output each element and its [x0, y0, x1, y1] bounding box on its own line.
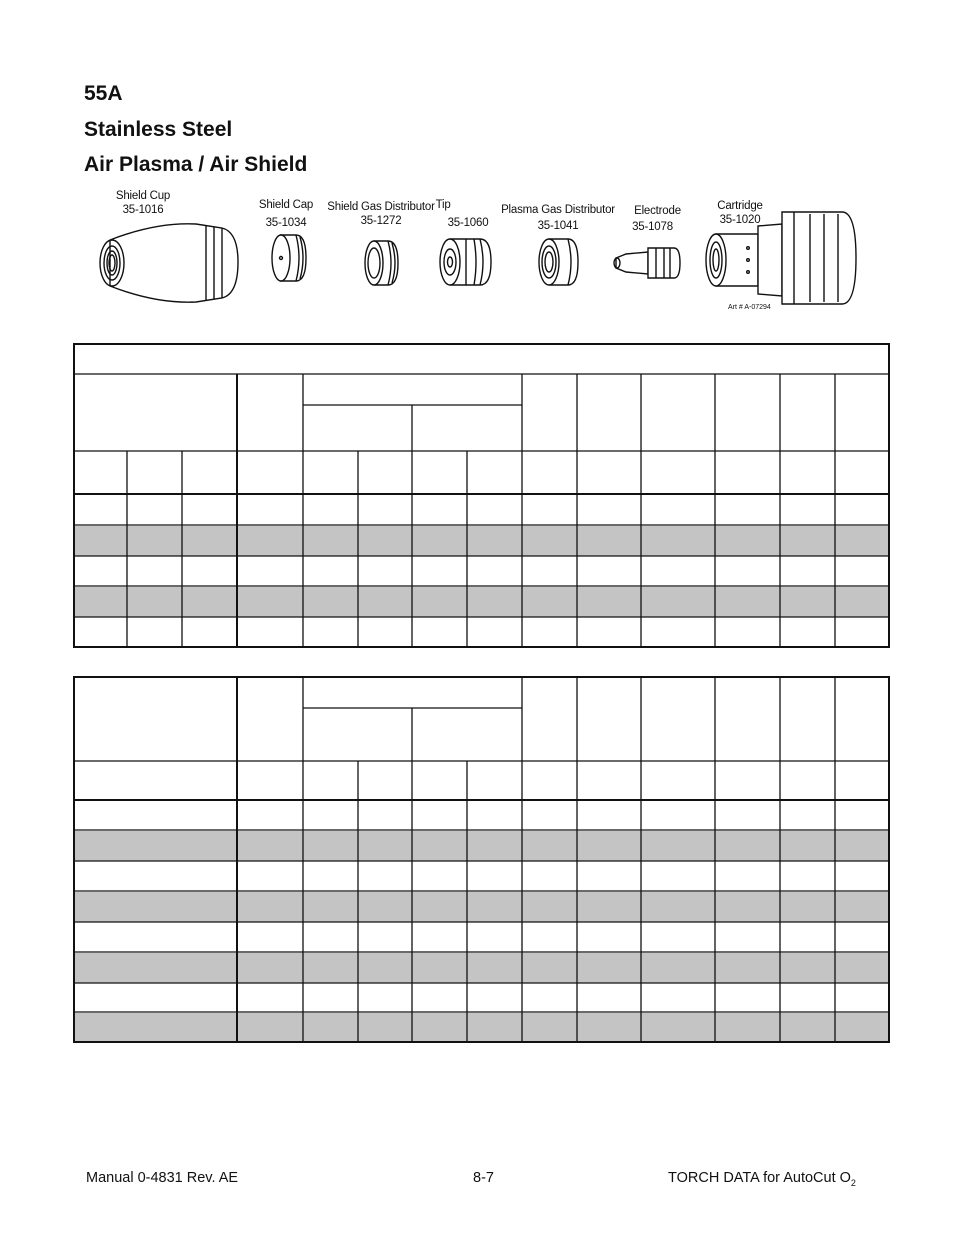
part-name: Shield Cap — [258, 199, 314, 211]
current-heading: 55A — [84, 82, 123, 105]
footer-page-number: 8-7 — [473, 1170, 494, 1186]
table-row-shaded — [74, 526, 889, 556]
part-number: 35-1078 — [632, 221, 673, 233]
gas-heading: Air Plasma / Air Shield — [84, 153, 308, 176]
table-row-shaded — [74, 831, 889, 861]
part-number: 35-1041 — [537, 220, 579, 232]
part-name: Shield Cup — [115, 190, 171, 202]
part-name: Tip — [435, 199, 451, 211]
table-row-shaded — [74, 892, 889, 922]
table-row-shaded — [74, 587, 889, 617]
material-heading: Stainless Steel — [84, 118, 233, 141]
part-number: 35-1020 — [719, 214, 761, 226]
part-name: Cartridge — [717, 200, 763, 212]
footer-section-subscript: 2 — [850, 1177, 856, 1188]
part-number: 35-1060 — [447, 217, 489, 229]
footer-section-text: TORCH DATA for AutoCut O — [668, 1170, 851, 1186]
part-number: 35-1272 — [360, 215, 402, 227]
table-row-shaded — [74, 1013, 889, 1042]
part-name: Shield Gas Distributor — [327, 201, 435, 213]
footer-manual: Manual 0-4831 Rev. AE — [86, 1170, 239, 1186]
art-number: Art # A-07294 — [728, 304, 771, 311]
part-name: Plasma Gas Distributor — [501, 204, 615, 216]
table-metric — [74, 344, 889, 647]
part-number: 35-1034 — [265, 217, 307, 229]
footer-section — [668, 1170, 856, 1188]
part-number: 35-1016 — [122, 204, 164, 216]
part-name: Electrode — [634, 205, 681, 217]
table-imperial — [74, 677, 889, 1042]
table-row-shaded — [74, 953, 889, 983]
